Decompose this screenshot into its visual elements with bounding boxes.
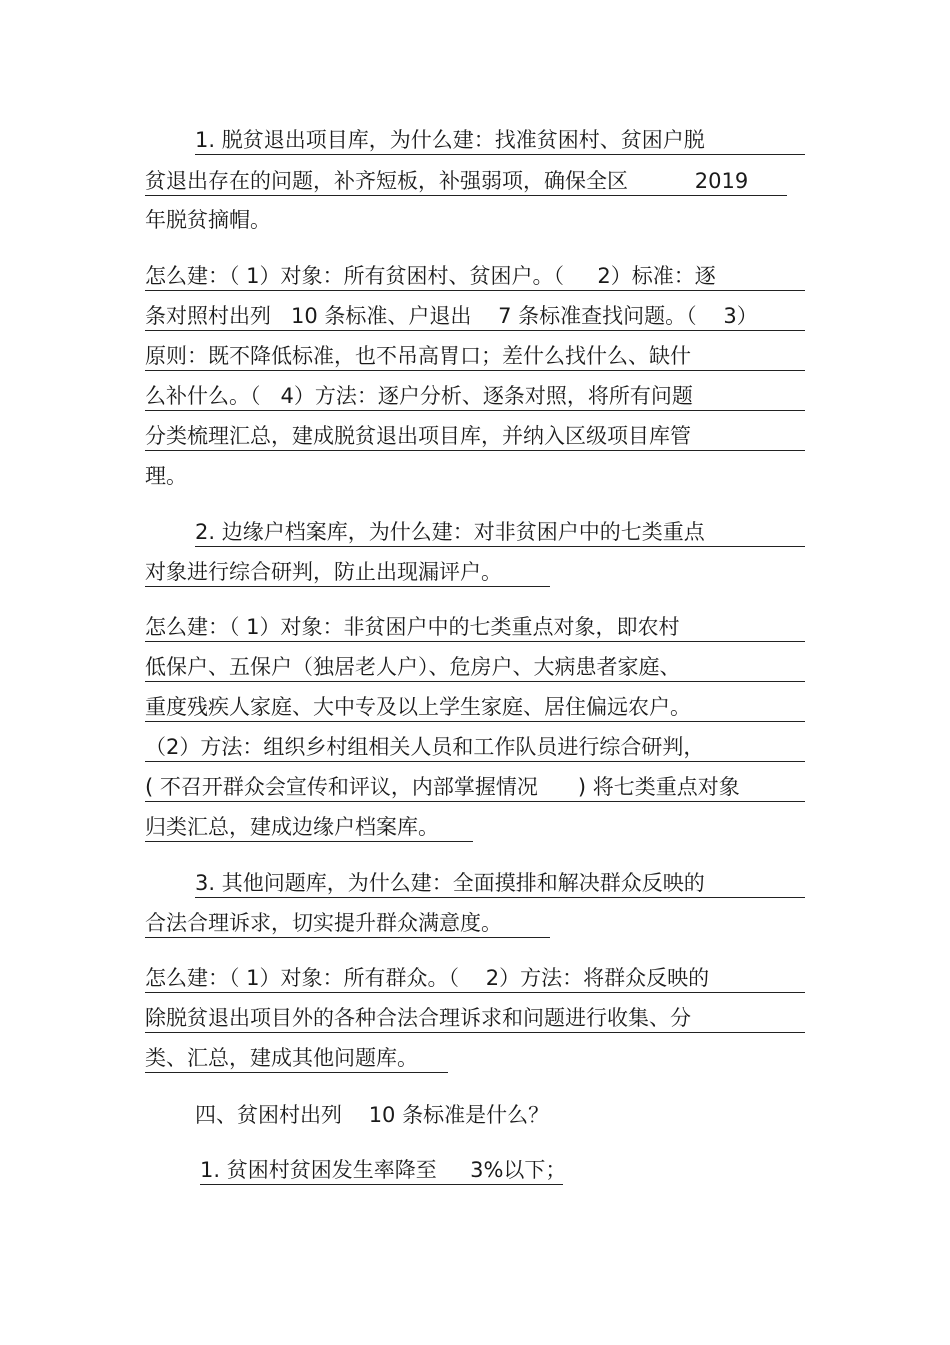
text-line: 1. 贫困村贫困发生率降至 3%以下； [200,1155,563,1185]
text-line: 理。 [145,464,187,488]
section-heading: 四、贫困村出列 10 条标准是什么？ [195,1103,550,1127]
text-line: 么补什么。（ 4）方法：逐户分析、逐条对照，将所有问题 [145,381,805,411]
text-line: 重度残疾人家庭、大中专及以上学生家庭、居住偏远农户。 [145,692,805,722]
text-line: 原则：既不降低标准，也不吊高胃口；差什么找什么、缺什 [145,341,805,371]
text-line: 1. 脱贫退出项目库，为什么建：找准贫困村、贫困户脱 [195,125,805,155]
text-line: 类、汇总，建成其他问题库。 [145,1043,448,1073]
text-line: 除脱贫退出项目外的各种合法合理诉求和问题进行收集、分 [145,1003,805,1033]
text-line: 分类梳理汇总，建成脱贫退出项目库，并纳入区级项目库管 [145,421,805,451]
text-line: 条对照村出列 10 条标准、户退出 7 条标准查找问题。（ 3） [145,301,805,331]
text-line: （2）方法：组织乡村组相关人员和工作队员进行综合研判， [145,732,805,762]
text-line: 怎么建：（ 1）对象：非贫困户中的七类重点对象，即农村 [145,612,805,642]
text-line: 低保户、五保户（独居老人户）、危房户、大病患者家庭、 [145,652,805,682]
text-line: 3. 其他问题库，为什么建：全面摸排和解决群众反映的 [195,868,805,898]
text-line: 归类汇总，建成边缘户档案库。 [145,812,473,842]
text-line: 年脱贫摘帽。 [145,208,271,232]
text-line: ( 不召开群众会宣传和评议，内部掌握情况 ) 将七类重点对象 [145,772,805,802]
text-line: 怎么建：（ 1）对象：所有群众。（ 2）方法：将群众反映的 [145,963,805,993]
text-line: 对象进行综合研判，防止出现漏评户。 [145,557,550,587]
text-line: 怎么建：（ 1）对象：所有贫困村、贫困户。（ 2）标准：逐 [145,261,805,291]
text-line: 2. 边缘户档案库，为什么建：对非贫困户中的七类重点 [195,517,805,547]
text-line: 贫退出存在的问题，补齐短板，补强弱项，确保全区 2019 [145,166,787,196]
text-line: 合法合理诉求，切实提升群众满意度。 [145,908,550,938]
